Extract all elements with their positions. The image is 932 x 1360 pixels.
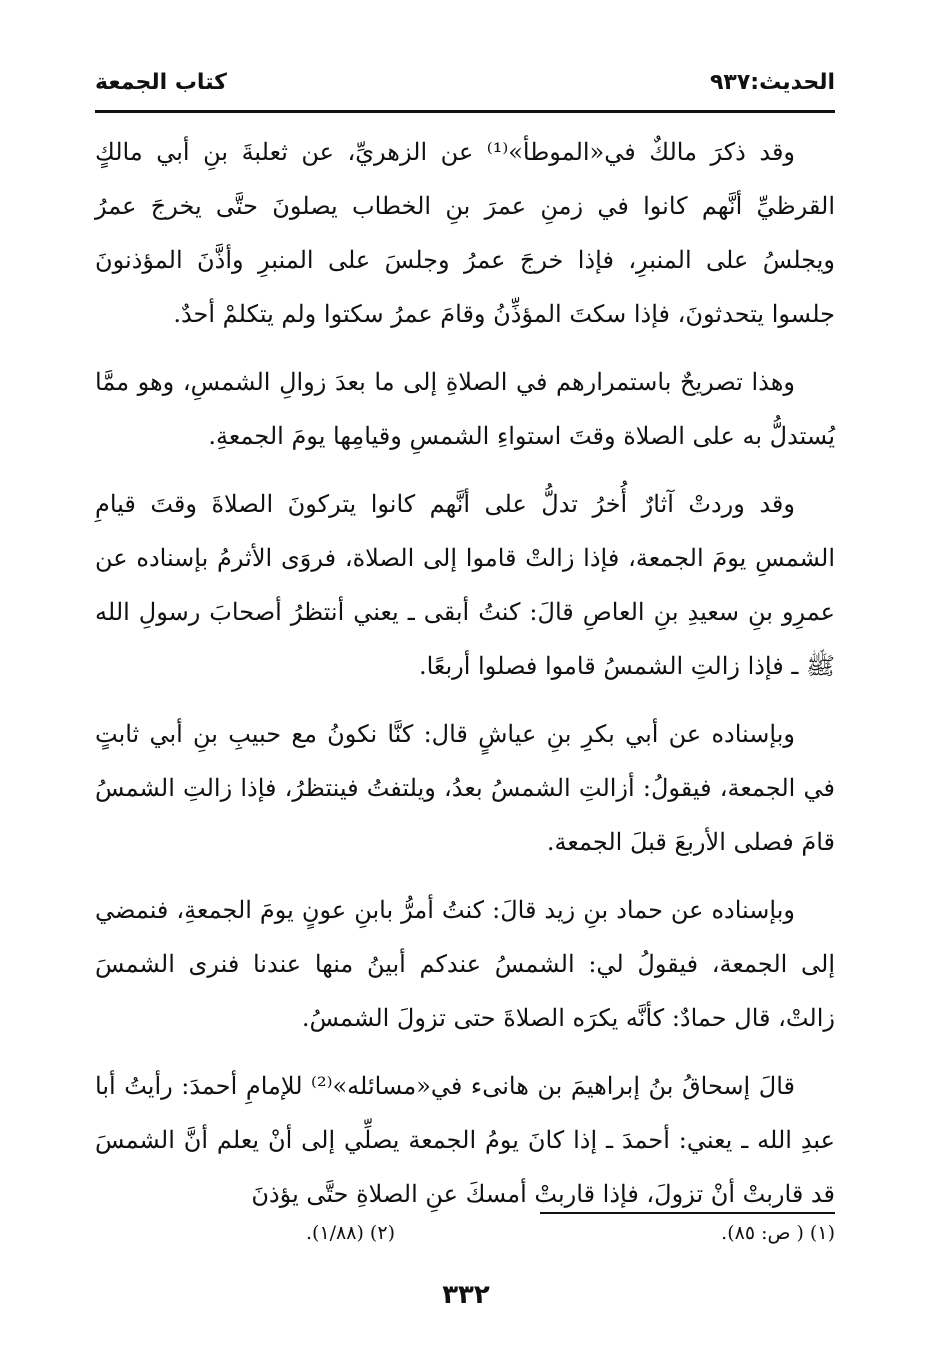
footnotes xyxy=(95,1222,835,1252)
paragraph-1: وقد ذكرَ مالكٌ في«الموطأ»⁽¹⁾ عن الزهريِّ، عن ثعلبةَ بنِ أبي مالكٍ القرظيِّ أنَّهم كانوا في زمنِ عمرَ بنِ الخطاب يصلونَ حتَّى يخرجَ عمرُ ويجلسُ على المنبرِ، فإذا خرجَ عمرُ وجلسَ على المنبرِ وأذَّنَ المؤذنونَ جلسوا يتحدثونَ، فإذا سكتَ المؤذِّنُ وقامَ عمرُ سكتوا ولم يتكلمْ أحدٌ. xyxy=(95,138,836,328)
page-number: ٣٣٢ xyxy=(442,1280,490,1310)
footnote-divider xyxy=(540,1212,835,1214)
hadith-reference: الحديث:٩٣٧ xyxy=(709,70,835,95)
paragraph-6: قالَ إسحاقُ بنُ إبراهيمَ بن هانىء في«مسائله»⁽²⁾ للإمامِ أحمدَ: رأيتُ أبا عبدِ الله ـ يعني: أحمدَ ـ إذا كانَ يومُ الجمعة يصلِّي إلى أنْ يعلم أنَّ الشمسَ قد قاربتْ أنْ تزولَ، فإذا قاربتْ أمسكَ عنِ الصلاةِ حتَّى يؤذنَ xyxy=(95,1072,835,1208)
footnote-2: (٢) (١/٨٨). xyxy=(306,1222,395,1244)
page-header xyxy=(95,70,835,104)
paragraph-4: وبإسناده عن أبي بكرِ بنِ عياشٍ قال: كنَّا نكونُ مع حبيبِ بنِ أبي ثابتٍ في الجمعة، فيقولُ: أزالتِ الشمسُ بعدُ، ويلتفتُ فينتظرُ، فإذا زالتِ الشمسُ قامَ فصلى الأربعَ قبلَ الجمعة. xyxy=(95,720,835,856)
header-divider xyxy=(95,110,835,113)
book-title: كتاب الجمعة xyxy=(95,70,227,95)
paragraph-3: وقد وردتْ آثارٌ أُخرُ تدلُّ على أنَّهم كانوا يتركونَ الصلاةَ وقتَ قيامِ الشمسِ يومَ الجمعة، فإذا زالتْ قاموا إلى الصلاة، فروَى الأثرمُ بإسناده عن عمرِو بنِ سعيدِ بنِ العاصِ قالَ: كنتُ أبقى ـ يعني أنتظرُ أصحابَ رسولِ الله ﷺ ـ فإذا زالتِ الشمسُ قاموا فصلوا أربعًا. xyxy=(95,490,835,680)
main-text xyxy=(95,125,835,1235)
paragraph-2: وهذا تصريحٌ باستمرارهم في الصلاةِ إلى ما بعدَ زوالِ الشمسِ، وهو ممَّا يُستدلُّ به على الصلاة وقتَ استواءِ الشمسِ وقيامِها يومَ الجمعةِ. xyxy=(95,368,835,450)
footnote-1: (١) ( ص: ٨٥). xyxy=(721,1222,835,1244)
paragraph-5: وبإسناده عن حماد بنِ زيد قالَ: كنتُ أمرُّ بابنِ عونٍ يومَ الجمعةِ، فنمضي إلى الجمعة، فيقولُ لي: الشمسُ عندكم أبينُ منها عندنا فنرى الشمسَ زالتْ، قال حمادٌ: كأنَّه يكرَه الصلاةَ حتى تزولَ الشمسُ. xyxy=(95,896,835,1032)
